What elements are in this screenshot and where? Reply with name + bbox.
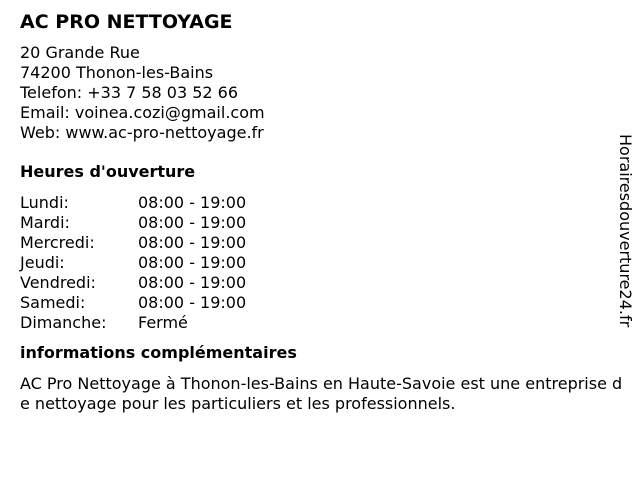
phone-number: Telefon: +33 7 58 03 52 66 xyxy=(20,83,239,102)
hours-row-saturday xyxy=(20,293,630,313)
day-label: Mardi: xyxy=(20,213,70,232)
day-hours: 08:00 - 19:00 xyxy=(138,293,247,312)
site-watermark: Horairesdouverture24.fr xyxy=(616,134,635,328)
day-label: Mercredi: xyxy=(20,233,95,252)
street-address: 20 Grande Rue xyxy=(20,43,140,62)
day-hours: 08:00 - 19:00 xyxy=(138,193,247,212)
day-label: Dimanche: xyxy=(20,313,107,332)
day-hours: 08:00 - 19:00 xyxy=(138,213,247,232)
address-block xyxy=(20,43,630,143)
day-label: Vendredi: xyxy=(20,273,96,292)
hours-row-wednesday xyxy=(20,233,630,253)
opening-hours-heading: Heures d'ouverture xyxy=(20,162,196,181)
additional-info-heading: informations complémentaires xyxy=(20,343,297,362)
city-address: 74200 Thonon-les-Bains xyxy=(20,63,214,82)
hours-row-monday xyxy=(20,193,630,213)
day-label: Lundi: xyxy=(20,193,69,212)
business-name: AC PRO NETTOYAGE xyxy=(20,11,233,33)
hours-row-thursday xyxy=(20,253,630,273)
website-address: Web: www.ac-pro-nettoyage.fr xyxy=(20,123,264,142)
hours-row-sunday xyxy=(20,313,630,333)
day-hours: 08:00 - 19:00 xyxy=(138,253,247,272)
email-address: Email: voinea.cozi@gmail.com xyxy=(20,103,265,122)
day-label: Samedi: xyxy=(20,293,86,312)
business-card xyxy=(20,9,630,414)
day-label: Jeudi: xyxy=(20,253,65,272)
additional-info-text: AC Pro Nettoyage à Thonon-les-Bains en Haute-Savoie est une entreprise de nettoyage pour les particuliers et les professionnels. xyxy=(20,374,623,413)
opening-hours-table xyxy=(20,193,630,333)
day-hours: Fermé xyxy=(138,313,188,332)
hours-row-friday xyxy=(20,273,630,293)
day-hours: 08:00 - 19:00 xyxy=(138,233,247,252)
hours-row-tuesday xyxy=(20,213,630,233)
day-hours: 08:00 - 19:00 xyxy=(138,273,247,292)
